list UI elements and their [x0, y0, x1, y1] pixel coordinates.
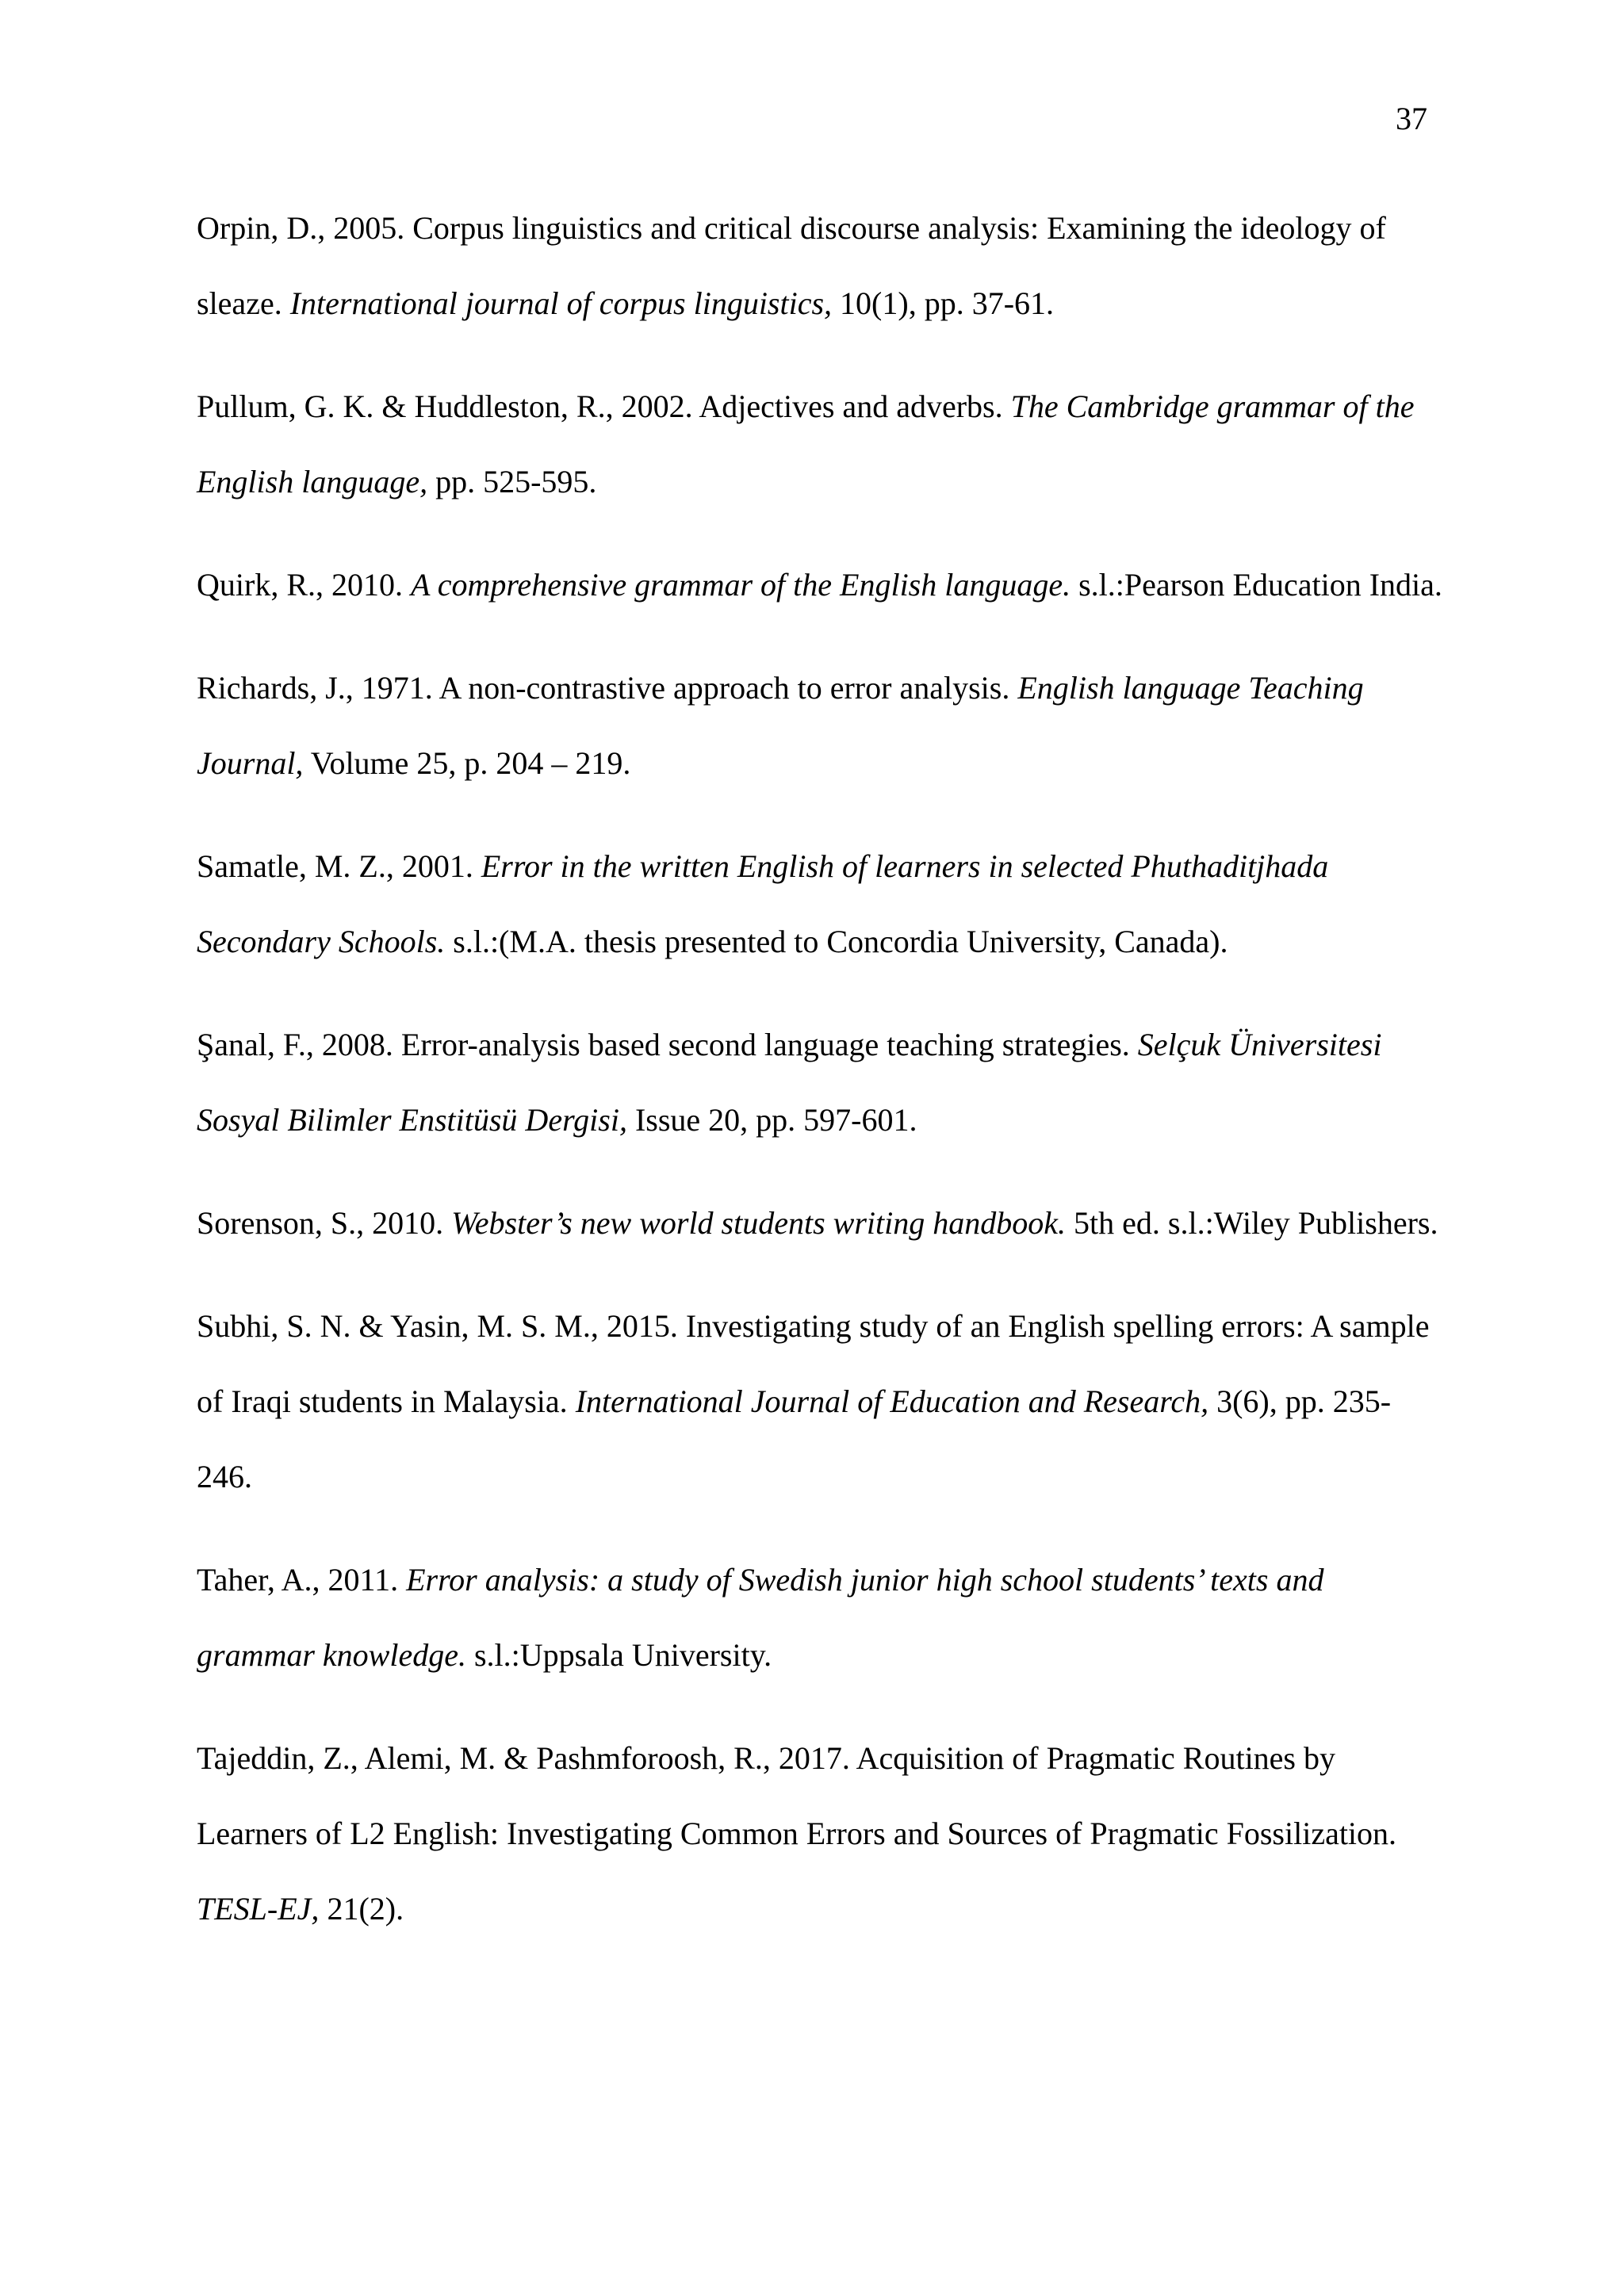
reference-text: Tajeddin, Z., Alemi, M. & Pashmforoosh, R., 2017. Acquisition of Pragmatic Routines by Learners of L2 English: Investigating Common Errors and Sources of Pragmatic Fossilization.	[197, 1740, 1397, 1851]
reference-source-title: TESL-EJ,	[197, 1891, 320, 1927]
reference-entry-orpin	[197, 190, 1443, 341]
reference-text: Şanal, F., 2008. Error-analysis based second language teaching strategies.	[197, 1027, 1138, 1062]
reference-details: 21(2).	[319, 1891, 404, 1927]
reference-entry-subhi	[197, 1288, 1443, 1514]
reference-source-title: The Cambridge grammar of the English language,	[197, 388, 1415, 499]
reference-entry-tajeddin	[197, 1720, 1443, 1946]
reference-details: 5th ed. s.l.:Wiley Publishers.	[1066, 1205, 1438, 1241]
page-number: 37	[1396, 101, 1427, 136]
reference-source-title: International journal of corpus linguistics,	[289, 285, 833, 321]
reference-text: Richards, J., 1971. A non-contrastive approach to error analysis.	[197, 670, 1018, 706]
reference-details: 10(1), pp. 37-61.	[832, 285, 1055, 321]
reference-details: s.l.:Uppsala University.	[465, 1637, 772, 1673]
reference-source-title: International Journal of Education and Research,	[575, 1383, 1209, 1419]
reference-source-title: A comprehensive grammar of the English language.	[411, 567, 1071, 603]
reference-text: Samatle, M. Z., 2001.	[197, 848, 481, 884]
reference-text: Quirk, R., 2010.	[197, 567, 411, 603]
reference-text: Pullum, G. K. & Huddleston, R., 2002. Adjectives and adverbs.	[197, 388, 1011, 424]
reference-list	[197, 190, 1443, 1974]
reference-entry-quirk	[197, 547, 1443, 622]
reference-entry-samatle	[197, 828, 1443, 979]
reference-details: s.l.:(M.A. thesis presented to Concordia University, Canada).	[445, 924, 1228, 959]
reference-details: Volume 25, p. 204 – 219.	[303, 745, 631, 781]
reference-entry-pullum	[197, 369, 1443, 519]
reference-text: Sorenson, S., 2010.	[197, 1205, 452, 1241]
reference-source-title: English language Teaching Journal,	[197, 670, 1364, 781]
reference-source-title: Error in the written English of learners in selected Phuthaditjhada Secondary Schools.	[197, 848, 1329, 959]
reference-details: s.l.:Pearson Education India.	[1071, 567, 1442, 603]
reference-source-title: Error analysis: a study of Swedish junior high school students’ texts and grammar knowledge.	[197, 1562, 1324, 1673]
reference-details: Issue 20, pp. 597-601.	[626, 1102, 917, 1138]
reference-text: Orpin, D., 2005. Corpus linguistics and critical discourse analysis: Examining the ideology of sleaze.	[197, 210, 1386, 321]
reference-details: pp. 525-595.	[427, 464, 597, 499]
reference-text: Subhi, S. N. & Yasin, M. S. M., 2015. Investigating study of an English spelling errors: A sample of Iraqi students in Malaysia.	[197, 1308, 1430, 1419]
reference-entry-richards	[197, 650, 1443, 801]
reference-entry-sanal	[197, 1007, 1443, 1158]
reference-source-title: Selçuk Üniversitesi Sosyal Bilimler Enstitüsü Dergisi,	[197, 1027, 1382, 1138]
reference-text: Taher, A., 2011.	[197, 1562, 407, 1598]
reference-entry-taher	[197, 1542, 1443, 1693]
reference-source-title: Webster’s new world students writing handbook.	[451, 1205, 1067, 1241]
reference-entry-sorenson	[197, 1185, 1443, 1261]
reference-details: 3(6), pp. 235-246.	[197, 1383, 1392, 1494]
